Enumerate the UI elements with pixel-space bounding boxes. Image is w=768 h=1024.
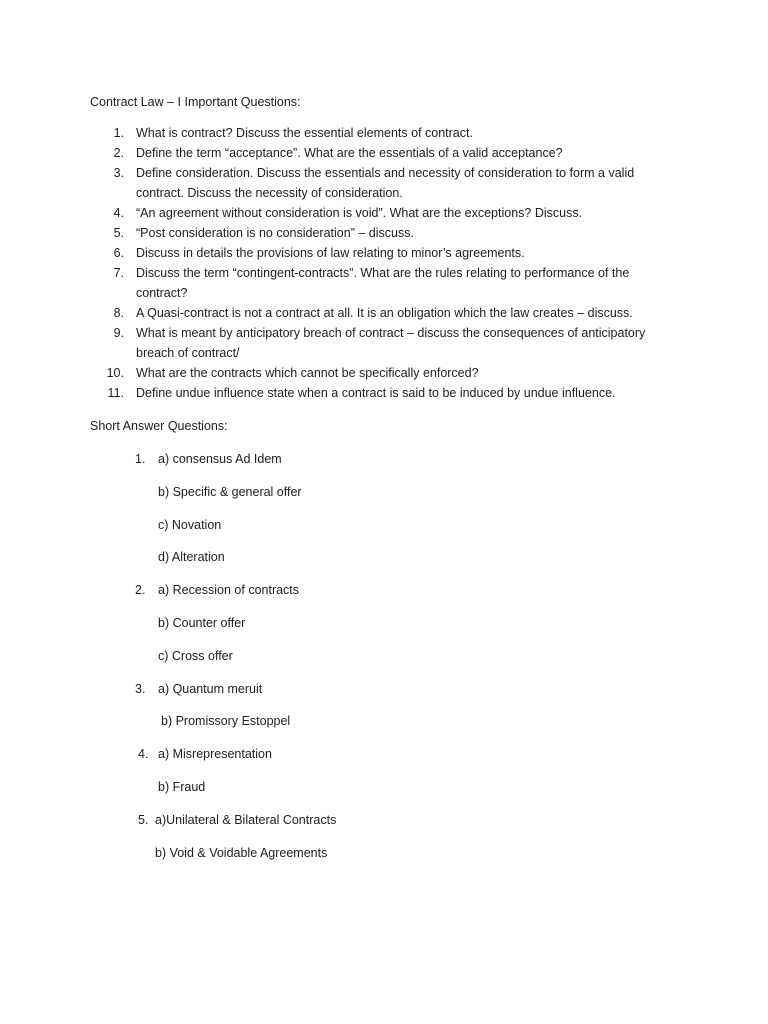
short-answer-item: a) Misrepresentation [158,747,272,761]
list-number: 4. [113,206,124,220]
question-text: What is contract? Discuss the essential elements of contract. [136,126,473,140]
page-title: Contract Law – I Important Questions: [90,95,301,109]
short-answer-item: a)Unilateral & Bilateral Contracts [155,813,337,827]
question-text: “Post consideration is no consideration” – discuss. [136,226,414,240]
short-answer-item: b) Counter offer [158,616,246,630]
question-text: Define undue influence state when a contract is said to be induced by undue influence. [136,386,616,400]
list-number: 4. [138,747,149,761]
short-answer-item: c) Cross offer [158,649,233,663]
list-number: 7. [113,266,124,280]
short-answer-item: d) Alteration [158,550,225,564]
question-text: A Quasi-contract is not a contract at all. It is an obligation which the law creates – discuss. [136,306,633,320]
list-number: 2. [135,583,146,597]
list-number: 1. [135,452,146,466]
short-answer-item: a) consensus Ad Idem [158,452,282,466]
short-answer-item: a) Recession of contracts [158,583,300,597]
section-heading: Short Answer Questions: [90,419,228,433]
list-number: 9. [113,326,124,340]
question-text: contract. Discuss the necessity of consideration. [136,186,403,200]
list-number: 6. [113,246,124,260]
question-text: What is meant by anticipatory breach of contract – discuss the consequences of anticipatory [136,326,646,340]
short-answer-item: c) Novation [158,518,222,532]
short-answer-item: b) Void & Voidable Agreements [155,846,328,860]
list-number: 3. [135,682,146,696]
question-text: What are the contracts which cannot be specifically enforced? [136,366,479,380]
question-text: contract? [136,286,188,300]
short-answer-item: b) Promissory Estoppel [161,714,291,728]
question-text: Define consideration. Discuss the essentials and necessity of consideration to form a valid [136,166,635,180]
question-text: Define the term “acceptance”. What are the essentials of a valid acceptance? [136,146,563,160]
question-text: “An agreement without consideration is void”. What are the exceptions? Discuss. [136,206,583,220]
list-number: 3. [113,166,124,180]
list-number: 5. [138,813,149,827]
list-number: 11. [107,386,124,400]
list-number: 1. [113,126,124,140]
short-answer-item: a) Quantum meruit [158,682,263,696]
list-number: 10. [106,366,124,380]
question-text: Discuss the term “contingent-contracts”. What are the rules relating to performance of the [136,266,630,280]
short-answer-item: b) Fraud [158,780,206,794]
question-text: Discuss in details the provisions of law relating to minor’s agreements. [136,246,525,260]
short-answer-item: b) Specific & general offer [158,485,302,499]
list-number: 5. [113,226,124,240]
list-number: 2. [113,146,124,160]
question-text: breach of contract/ [136,346,240,360]
list-number: 8. [113,306,124,320]
